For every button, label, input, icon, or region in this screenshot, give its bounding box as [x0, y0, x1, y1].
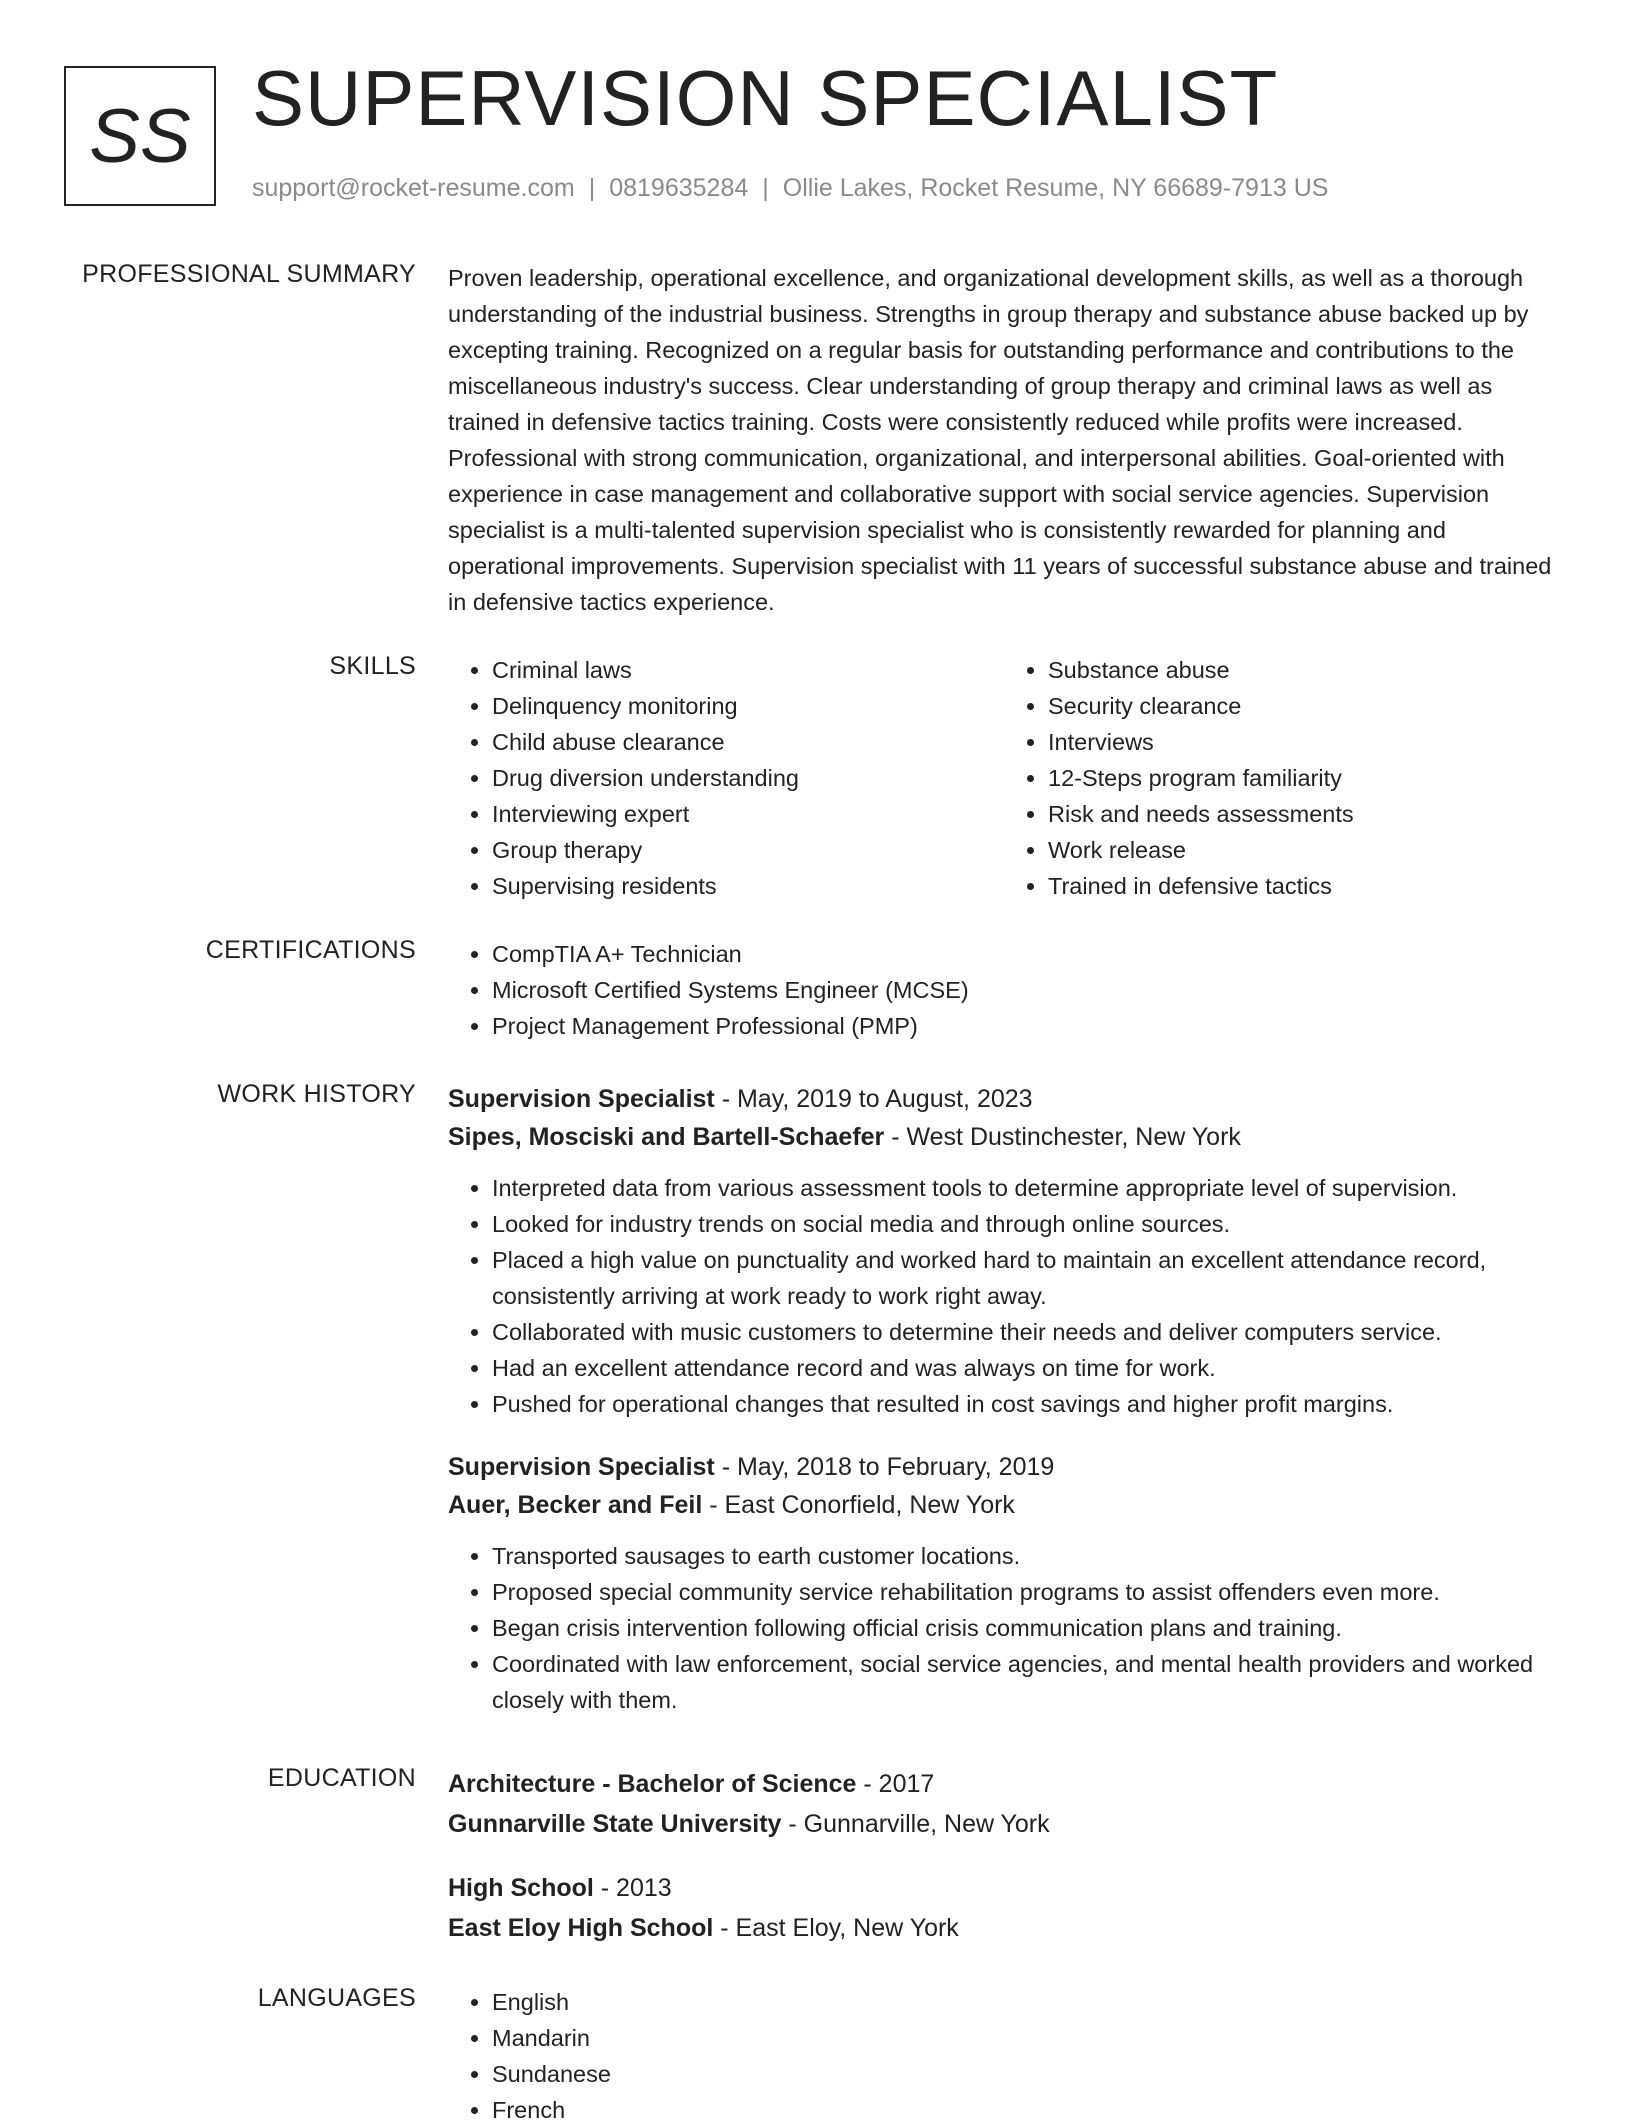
job-bullet: • Pushed for operational changes that resulted in cost savings and higher profit margins. — [492, 1386, 1560, 1422]
language-item: • English — [492, 1984, 1560, 2020]
company-name: Sipes, Mosciski and Bartell-Schaefer — [448, 1123, 885, 1151]
skill-item: • Drug diversion understanding — [492, 760, 1004, 796]
contact-email[interactable]: support@rocket-resume.com — [252, 174, 575, 202]
summary-heading: PROFESSIONAL SUMMARY — [82, 260, 416, 288]
job-title: Supervision Specialist — [448, 1085, 715, 1113]
language-item: • French — [492, 2092, 1560, 2128]
certification-item: • Project Management Professional (PMP) — [492, 1008, 1560, 1044]
job-bullet: • Had an excellent attendance record and was always on time for work. — [492, 1350, 1560, 1386]
school-name: Gunnarville State University — [448, 1810, 782, 1838]
monogram-initials: SS — [89, 93, 191, 179]
job-title: Supervision Specialist — [448, 1453, 715, 1481]
skill-item: • 12-Steps program familiarity — [1048, 760, 1560, 796]
job-dates: - May, 2018 to February, 2019 — [714, 1453, 1055, 1481]
degree-name: High School — [448, 1874, 594, 1902]
skill-item: • Group therapy — [492, 832, 1004, 868]
school-location: - Gunnarville, New York — [781, 1810, 1050, 1838]
skills-heading: SKILLS — [329, 652, 416, 680]
skill-item: • Substance abuse — [1048, 652, 1560, 688]
work-history-heading: WORK HISTORY — [217, 1080, 416, 1108]
degree-year: - 2013 — [593, 1874, 672, 1902]
certifications-heading: CERTIFICATIONS — [205, 936, 416, 964]
certification-item: • Microsoft Certified Systems Engineer (MCSE) — [492, 972, 1560, 1008]
job-bullet: • Proposed special community service rehabilitation programs to assist offenders even more. — [492, 1574, 1560, 1610]
company-location: - East Conorfield, New York — [702, 1491, 1015, 1519]
company-line — [448, 1118, 1560, 1156]
job-bullet: • Placed a high value on punctuality and worked hard to maintain an excellent attendance record, consistently arriving at work ready to work right away. — [492, 1242, 1560, 1314]
school-location: - East Eloy, New York — [713, 1914, 959, 1942]
contact-line — [252, 174, 1328, 203]
certification-item: • CompTIA A+ Technician — [492, 936, 1560, 972]
monogram-box — [64, 66, 216, 206]
company-location: - West Dustinchester, New York — [884, 1123, 1241, 1151]
contact-separator: | — [762, 174, 769, 202]
company-name: Auer, Becker and Feil — [448, 1491, 703, 1519]
skill-item: • Risk and needs assessments — [1048, 796, 1560, 832]
job-entry — [448, 1448, 1560, 1718]
skills-list-left — [448, 652, 1004, 904]
contact-address: Ollie Lakes, Rocket Resume, NY 66689-7913 US — [782, 174, 1329, 202]
job-bullets — [448, 1538, 1560, 1718]
degree-line — [448, 1764, 1560, 1804]
language-item: • Sundanese — [492, 2056, 1560, 2092]
degree-line — [448, 1868, 1560, 1908]
skill-item: • Supervising residents — [492, 868, 1004, 904]
school-line — [448, 1908, 1560, 1948]
job-bullet: • Coordinated with law enforcement, social service agencies, and mental health providers and worked closely with them. — [492, 1646, 1560, 1718]
summary-text: Proven leadership, operational excellence, and organizational development skills, as well as a thorough understanding of the industrial business. Strengths in group therapy and substance abuse backed up by excepting training. Recognized on a regular basis for outstanding performance and contributions to the miscellaneous industry's success. Clear understanding of group therapy and criminal laws as well as trained in defensive tactics training. Costs were consistently reduced while profits were increased. Professional with strong communication, organizational, and interpersonal abilities. Goal-oriented with experience in case management and collaborative support with social service agencies. Supervision specialist is a multi-talented supervision specialist who is consistently rewarded for planning and operational improvements. Supervision specialist with 11 years of successful substance abuse and trained in defensive tactics experience. — [448, 265, 1552, 615]
education-entry — [448, 1764, 1560, 1844]
candidate-name: SUPERVISION SPECIALIST — [252, 54, 1279, 142]
degree-year: - 2017 — [856, 1770, 935, 1798]
education-heading: EDUCATION — [267, 1764, 416, 1792]
skills-list-right — [1004, 652, 1560, 904]
job-bullets — [448, 1170, 1560, 1422]
certifications-list — [448, 936, 1560, 1044]
job-title-line — [448, 1448, 1560, 1486]
job-bullet: • Collaborated with music customers to determine their needs and deliver computers service. — [492, 1314, 1560, 1350]
school-line — [448, 1804, 1560, 1844]
contact-phone[interactable]: 0819635284 — [609, 174, 749, 202]
skill-item: • Delinquency monitoring — [492, 688, 1004, 724]
skill-item: • Child abuse clearance — [492, 724, 1004, 760]
languages-list — [448, 1984, 1560, 2128]
skill-item: • Criminal laws — [492, 652, 1004, 688]
company-line — [448, 1486, 1560, 1524]
skill-item: • Work release — [1048, 832, 1560, 868]
job-bullet: • Interpreted data from various assessment tools to determine appropriate level of supervision. — [492, 1170, 1560, 1206]
skill-item: • Interviews — [1048, 724, 1560, 760]
job-bullet: • Transported sausages to earth customer locations. — [492, 1538, 1560, 1574]
skill-item: • Security clearance — [1048, 688, 1560, 724]
job-bullet: • Began crisis intervention following official crisis communication plans and training. — [492, 1610, 1560, 1646]
job-bullet: • Looked for industry trends on social media and through online sources. — [492, 1206, 1560, 1242]
languages-heading: LANGUAGES — [257, 1984, 416, 2012]
job-dates: - May, 2019 to August, 2023 — [714, 1085, 1033, 1113]
job-title-line — [448, 1080, 1560, 1118]
job-entry — [448, 1080, 1560, 1422]
language-item: • Mandarin — [492, 2020, 1560, 2056]
degree-name: Architecture - Bachelor of Science — [448, 1770, 857, 1798]
skill-item: • Trained in defensive tactics — [1048, 868, 1560, 904]
education-entry — [448, 1868, 1560, 1948]
school-name: East Eloy High School — [448, 1914, 714, 1942]
contact-separator: | — [588, 174, 596, 202]
skill-item: • Interviewing expert — [492, 796, 1004, 832]
